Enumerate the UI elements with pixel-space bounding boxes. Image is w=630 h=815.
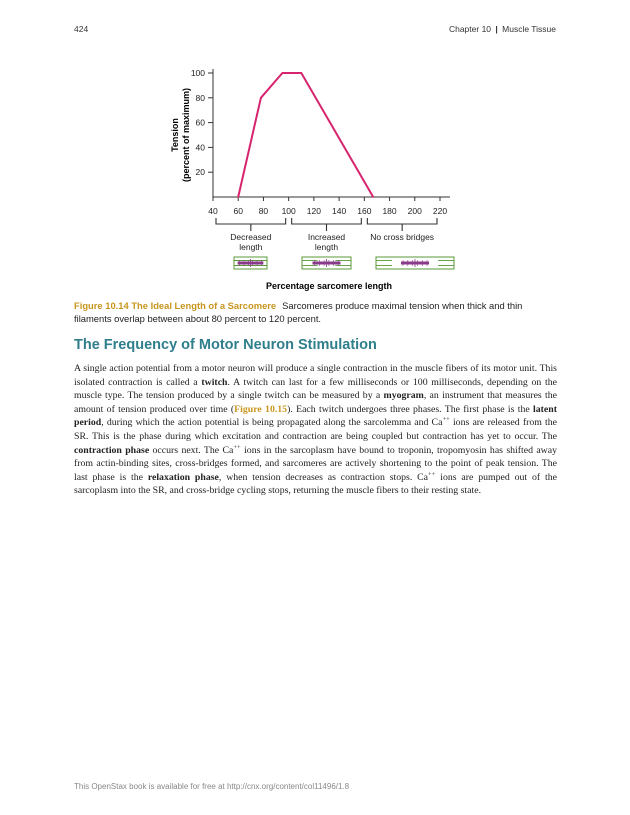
section-title: The Frequency of Motor Neuron Stimulation xyxy=(74,337,377,353)
text-run: , an instrument that measures the amount of tension produced over time ( xyxy=(74,390,557,415)
sarcomere-diagrams xyxy=(234,257,454,269)
data-point xyxy=(281,72,283,74)
region-label-line2: length xyxy=(239,242,263,252)
term-relaxation-phase: relaxation phase xyxy=(147,471,219,483)
chart-axes xyxy=(213,69,450,197)
text-run: occurs next. The Ca xyxy=(149,444,234,456)
y-tick-label: 60 xyxy=(195,117,205,128)
text-run: ions are released from the SR. This is the phase during which excitation and contraction are being coupled but contraction has yet to occur. The xyxy=(74,417,557,442)
region-label: No cross bridges xyxy=(370,232,435,242)
chart-regions xyxy=(216,218,437,252)
y-tick-label: 20 xyxy=(195,167,205,178)
data-point xyxy=(372,196,374,198)
term-latent-period: latent period xyxy=(74,403,557,429)
region-bracket xyxy=(216,218,286,231)
text-run: , during which the action potential is being propagated along the sarcolemma and Ca xyxy=(101,417,443,429)
region-label: Increased xyxy=(307,232,346,242)
footer-note: This OpenStax book is available for free at http://cnx.org/content/col11496/1.8 xyxy=(74,782,350,791)
x-tick-label: 220 xyxy=(432,206,448,216)
data-point xyxy=(260,97,262,99)
superscript-charge: ++ xyxy=(233,443,241,451)
chapter-title: Muscle Tissue xyxy=(502,24,556,34)
x-tick-label: 120 xyxy=(306,206,321,216)
chart-ticks xyxy=(191,68,448,216)
data-point xyxy=(237,196,239,198)
figure-label: Figure 10.14 The Ideal Length of a Sarcomere xyxy=(74,300,277,311)
y-tick-label: 100 xyxy=(190,68,205,78)
chapter-label: Chapter 10 xyxy=(448,24,492,34)
caption-text: Sarcomeres produce maximal tension when thick and thin filaments overlap between about 80 percent to 120 percent. xyxy=(74,300,523,324)
data-point xyxy=(300,72,302,74)
text-run: ). Each twitch undergoes three phases. The first phase is the xyxy=(287,403,534,415)
x-tick-label: 80 xyxy=(258,206,269,216)
term-twitch: twitch xyxy=(201,376,228,388)
y-tick-label: 40 xyxy=(195,142,205,153)
tension-curve xyxy=(238,73,373,197)
y-axis-label: Tension xyxy=(170,118,180,152)
y-axis-sublabel: (percent of maximum) xyxy=(181,87,191,183)
text-run: A single action potential from a motor neuron will produce a single contraction in the muscle fibers of its motor unit. This isolated contraction is called a xyxy=(74,363,557,388)
x-axis-label: Percentage sarcomere length xyxy=(265,281,393,291)
page-number: 424 xyxy=(74,24,89,34)
term-myogram: myogram xyxy=(383,390,424,402)
region-label-line2: length xyxy=(314,242,339,252)
header-separator: | xyxy=(493,24,501,34)
term-contraction-phase: contraction phase xyxy=(74,444,150,456)
x-tick-label: 40 xyxy=(208,206,218,216)
x-tick-label: 100 xyxy=(281,206,296,216)
x-tick-label: 180 xyxy=(382,206,397,216)
text-run: ions in the sarcoplasm have bound to troponin, tropomyosin has shifted away from actin-binding sites, cross-bridges formed, and sarcomeres are actively shortening to the point of peak tension. The last phase is the xyxy=(74,444,558,483)
text-run: . A twitch can last for a few milliseconds or 100 milliseconds, depending on the muscle type. The tension produced by a single twitch can be measured by a xyxy=(74,376,557,402)
region-bracket xyxy=(367,218,437,231)
text-run: ions are pumped out of the sarcoplasm into the SR, and cross-bridge cycling stops, returning the muscle fibers to their resting state. xyxy=(74,471,557,497)
x-tick-label: 160 xyxy=(357,206,372,216)
text-run: , when tension decreases as contraction stops. Ca xyxy=(218,471,429,483)
y-tick-label: 80 xyxy=(195,92,205,103)
x-tick-label: 140 xyxy=(332,206,347,216)
figure-caption xyxy=(74,300,558,325)
figure-reference-link[interactable]: Figure 10.15 xyxy=(234,403,288,415)
superscript-charge: ++ xyxy=(442,416,450,424)
region-label: Decreased xyxy=(230,232,272,242)
body-paragraph xyxy=(74,362,557,498)
x-tick-label: 200 xyxy=(407,206,422,216)
chart-series xyxy=(237,72,374,198)
x-tick-label: 60 xyxy=(233,206,243,216)
region-bracket xyxy=(292,218,362,231)
superscript-charge: ++ xyxy=(428,470,436,478)
sarcomere-tension-chart xyxy=(0,0,630,300)
